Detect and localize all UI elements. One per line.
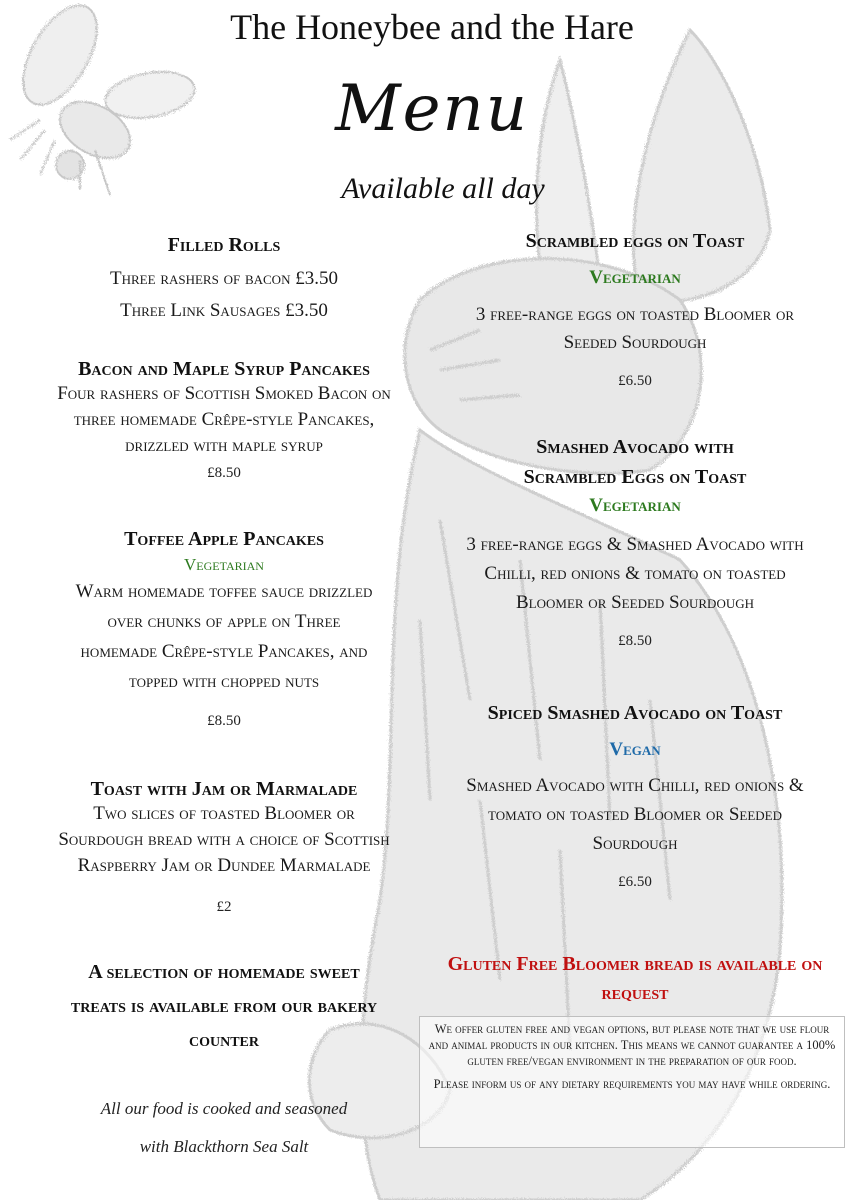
smashed-avocado-price: £8.50 xyxy=(618,633,652,649)
bacon-pancakes-desc-3: drizzled with maple syrup xyxy=(125,435,323,456)
filled-rolls-bacon: Three rashers of bacon £3.50 xyxy=(110,268,338,289)
spiced-avocado-vegan-tag: Vegan xyxy=(609,739,661,760)
bacon-pancakes-title: Bacon and Maple Syrup Pancakes xyxy=(78,358,370,380)
scrambled-eggs-desc-2: Seeded Sourdough xyxy=(563,332,707,353)
toast-jam-desc-3: Raspberry Jam or Dundee Marmalade xyxy=(77,855,371,876)
spiced-avocado-section xyxy=(430,702,840,891)
filled-rolls-title: Filled Rolls xyxy=(167,234,281,256)
filled-rolls-sausages: Three Link Sausages £3.50 xyxy=(120,300,328,321)
spiced-avocado-price: £6.50 xyxy=(618,874,652,890)
toffee-pancakes-desc-1: Warm homemade toffee sauce drizzled xyxy=(75,581,373,602)
spiced-avocado-desc-2: tomato on toasted Bloomer or Seeded xyxy=(488,804,782,825)
smashed-avocado-section xyxy=(430,432,840,650)
spiced-avocado-desc-1: Smashed Avocado with Chilli, red onions & xyxy=(466,775,804,796)
smashed-avocado-title-2: Scrambled Eggs on Toast xyxy=(523,466,747,488)
filled-rolls-section xyxy=(24,234,424,327)
toffee-pancakes-title: Toffee Apple Pancakes xyxy=(124,528,324,550)
treats-line-3: counter xyxy=(188,1029,259,1051)
smashed-avocado-desc-2: Chilli, red onions & tomato on toasted xyxy=(484,563,786,584)
allergen-disclaimer-text: We offer gluten free and vegan options, but please note that we use flour and animal products in our kitchen. This means we cannot guarantee a 100% gluten free/vegan environment in the preparation of our food. xyxy=(428,1022,836,1068)
toffee-pancakes-desc-4: topped with chopped nuts xyxy=(128,671,320,692)
availability-subtitle: Available all day xyxy=(341,172,545,205)
scrambled-eggs-title: Scrambled eggs on Toast xyxy=(525,230,745,252)
spiced-avocado-desc-3: Sourdough xyxy=(592,833,678,854)
spiced-avocado-title: Spiced Smashed Avocado on Toast xyxy=(487,702,783,724)
toffee-pancakes-price: £8.50 xyxy=(207,713,241,729)
toast-jam-title: Toast with Jam or Marmalade xyxy=(90,778,358,800)
restaurant-title: The Honeybee and the Hare xyxy=(230,7,634,47)
smashed-avocado-vegetarian-tag: Vegetarian xyxy=(589,495,681,516)
toffee-pancakes-desc-3: homemade Crêpe-style Pancakes, and xyxy=(80,641,368,662)
toffee-pancakes-desc-2: over chunks of apple on Three xyxy=(107,611,341,632)
toast-jam-price: £2 xyxy=(216,899,232,915)
salt-note-section xyxy=(24,1090,424,1166)
bacon-pancakes-desc-2: three homemade Crêpe-style Pancakes, xyxy=(73,409,375,430)
dietary-requirements-text: Please inform us of any dietary requirements you may have while ordering. xyxy=(433,1077,831,1091)
toast-jam-section xyxy=(24,778,424,916)
treats-section xyxy=(24,955,424,1057)
smashed-avocado-title-1: Smashed Avocado with xyxy=(536,436,734,458)
salt-note-line-1: All our food is cooked and seasoned xyxy=(100,1099,348,1118)
treats-line-2: treats is available from our bakery xyxy=(70,995,378,1017)
gluten-free-line-2: request xyxy=(601,982,669,1004)
scrambled-eggs-vegetarian-tag: Vegetarian xyxy=(589,267,681,288)
salt-note-line-2: with Blackthorn Sea Salt xyxy=(139,1137,309,1156)
bacon-pancakes-desc-1: Four rashers of Scottish Smoked Bacon on xyxy=(57,383,391,404)
toast-jam-desc-2: Sourdough bread with a choice of Scottish xyxy=(58,829,390,850)
toffee-pancakes-vegetarian-tag: Vegetarian xyxy=(184,555,264,574)
bacon-pancakes-price: £8.50 xyxy=(207,465,241,481)
treats-line-1: A selection of homemade sweet xyxy=(88,961,360,983)
scrambled-eggs-price: £6.50 xyxy=(618,373,652,389)
bacon-pancakes-section xyxy=(24,358,424,482)
allergen-disclaimer-box xyxy=(419,1016,845,1148)
toffee-pancakes-section xyxy=(24,528,424,730)
smashed-avocado-desc-1: 3 free-range eggs & Smashed Avocado with xyxy=(466,534,804,555)
scrambled-eggs-desc-1: 3 free-range eggs on toasted Bloomer or xyxy=(475,304,795,325)
toast-jam-desc-1: Two slices of toasted Bloomer or xyxy=(93,803,355,824)
gluten-free-notice xyxy=(430,950,840,1008)
scrambled-eggs-section xyxy=(430,230,840,390)
menu-heading: Menu xyxy=(335,72,529,146)
smashed-avocado-desc-3: Bloomer or Seeded Sourdough xyxy=(516,592,754,613)
gluten-free-line-1: Gluten Free Bloomer bread is available on xyxy=(447,953,823,975)
